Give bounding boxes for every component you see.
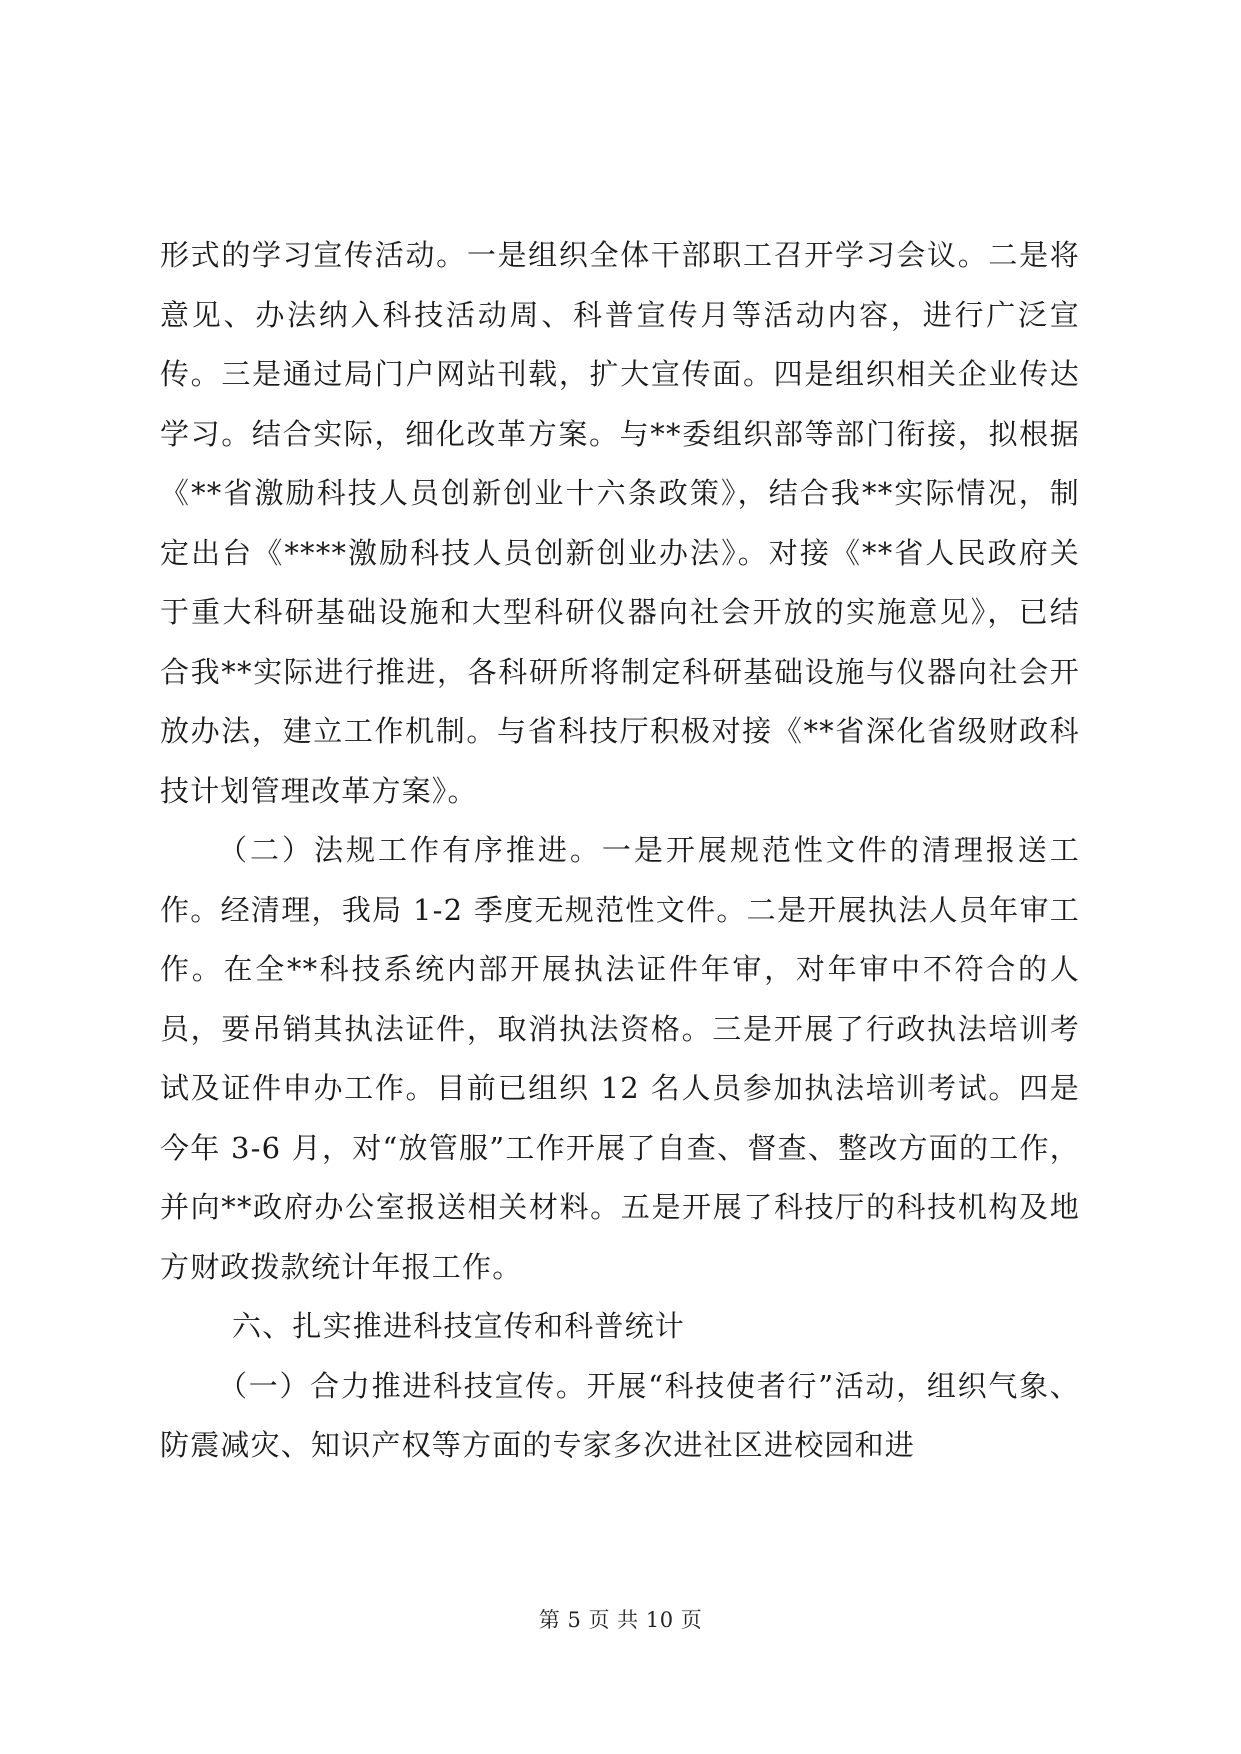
paragraph-science-publicity: （一）合力推进科技宣传。开展“科技使者行”活动，组织气象、防震减灾、知识产权等方面的专家多次进社区进校园和进 [160, 1368, 1080, 1462]
page-number-footer: 第 5 页 共 10 页 [538, 1608, 703, 1632]
paragraph-continuation: 形式的学习宣传活动。一是组织全体干部职工召开学习会议。二是将意见、办法纳入科技活动周、科普宣传月等活动内容，进行广泛宣传。三是通过局门户网站刊载，扩大宣传面。四是组织相关企业传达学习。结合实际，细化改革方案。与**委组织部等部门衔接，拟根据《**省激励科技人员创新创业十六条政策》，结合我**实际情况，制定出台《****激励科技人员创新创业办法》。对接《**省人民政府关于重大科研基础设施和大型科研仪器向社会开放的实施意见》，已结合我**实际进行推进，各科研所将制定科研基础设施与仪器向社会开放办法，建立工作机制。与省科技厅积极对接《**省深化省级财政科技计划管理改革方案》。 [160, 238, 1080, 808]
document-body [160, 226, 1080, 1476]
section-heading: 六、扎实推进科技宣传和科普统计 [232, 1309, 686, 1343]
paragraph-regulations: （二）法规工作有序推进。一是开展规范性文件的清理报送工作。经清理，我局 1-2 季度无规范性文件。二是开展执法人员年审工作。在全**科技系统内部开展执法证件年审，对年审中不符合的人员，要吊销其执法证件，取消执法资格。三是开展了行政执法培训考试及证件申办工作。目前已组织 12 名人员参加执法培训考试。四是今年 3-6 月，对“放管服”工作开展了自查、督查、整改方面的工作，并向**政府办公室报送相关材料。五是开展了科技厅的科技机构及地方财政拨款统计年报工作。 [160, 833, 1080, 1284]
